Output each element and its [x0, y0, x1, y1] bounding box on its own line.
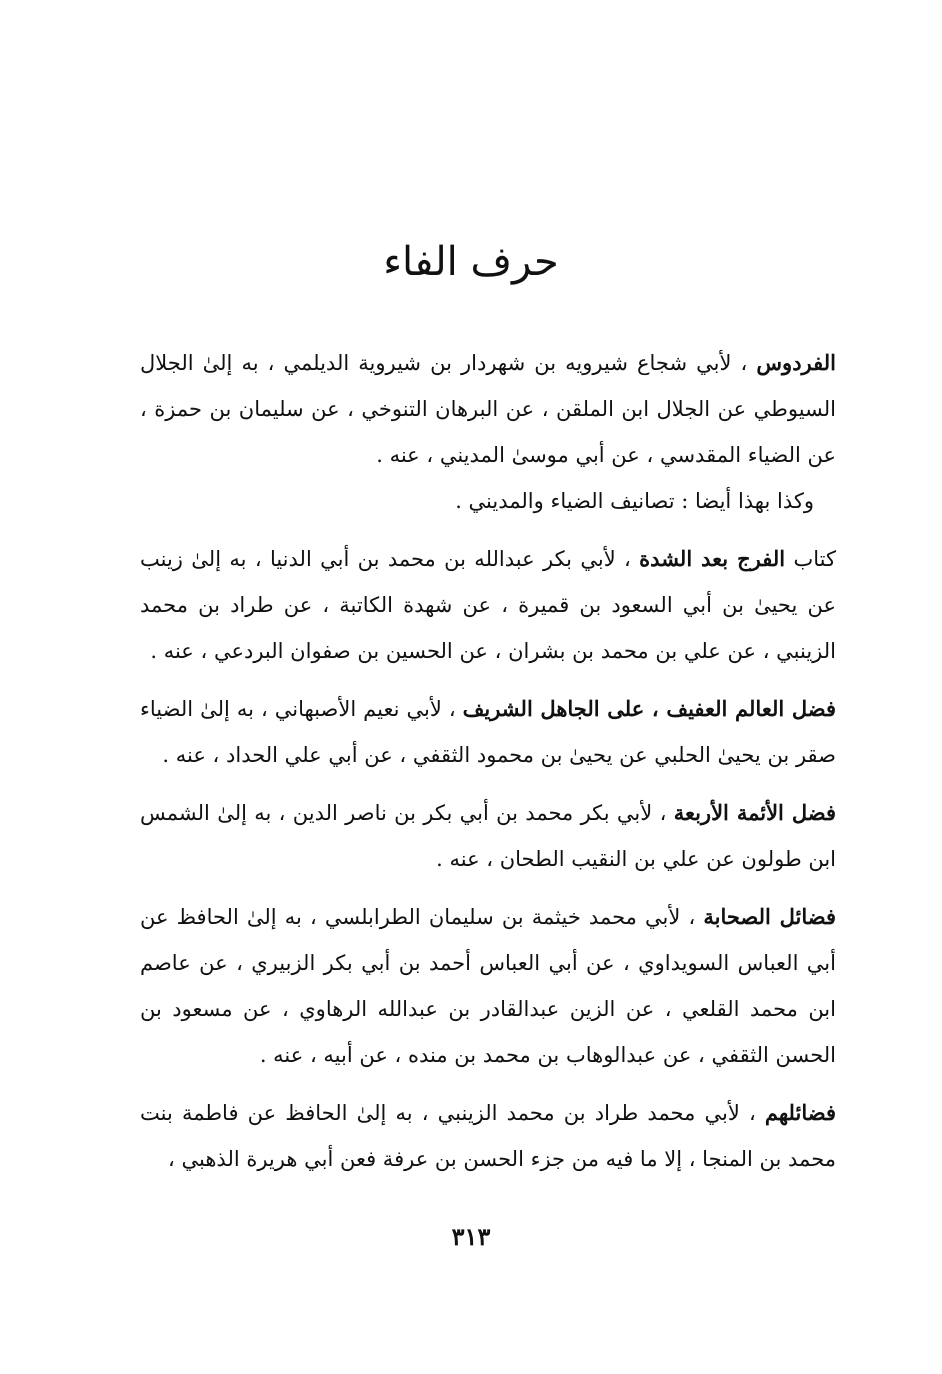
entry-title: الفردوس	[756, 350, 836, 375]
entry-title: فضائل الصحابة	[703, 904, 837, 929]
entry-text: ، لأبي شجاع شيرويه بن شهردار بن شيروية الديلمي ، به إلىٰ الجلال السيوطي عن الجلال ابن الملقن ، عن البرهان التنوخي ، عن سليمان بن حمزة ، عن الضياء المقدسي ، عن أبي موسىٰ المديني ، عنه .	[140, 351, 836, 467]
entry-text: ، لأبي بكر عبدالله بن محمد بن أبي الدنيا ، به إلىٰ زينب عن يحيىٰ بن أبي السعود بن قميرة ، عن شهدة الكاتبة ، عن طراد بن محمد الزينبي ، عن علي بن محمد بن بشران ، عن الحسين بن صفوان البردعي ، عنه .	[140, 547, 836, 663]
entry-title: فضائلهم	[764, 1100, 836, 1125]
entry-note: وكذا بهذا أيضا : تصانيف الضياء والمديني .	[455, 489, 814, 513]
entry-firdaws	[140, 340, 836, 524]
entry-fadl-aimma	[140, 790, 836, 882]
entry-text: ، لأبي نعيم الأصبهاني ، به إلىٰ الضياء صقر بن يحيىٰ الحلبي عن يحيىٰ بن محمود الثقفي ، عن أبي علي الحداد ، عنه .	[140, 697, 836, 767]
entry-text: ، لأبي محمد طراد بن محمد الزينبي ، به إلىٰ الحافظ عن فاطمة بنت محمد بن المنجا ، إلا ما فيه من جزء الحسن بن عرفة فعن أبي هريرة الذهبي ،	[140, 1101, 836, 1171]
entry-text: ، لأبي بكر محمد بن أبي بكر بن ناصر الدين ، به إلىٰ الشمس ابن طولون عن علي بن النقيب الطحان ، عنه .	[140, 801, 836, 871]
entry-title: الفرج بعد الشدة	[639, 546, 786, 571]
entry-title: فضل العالم العفيف ، على الجاهل الشريف	[462, 696, 836, 721]
page-body	[140, 340, 836, 1194]
entry-title: فضل الأئمة الأربعة	[673, 800, 836, 825]
entry-text: ، لأبي محمد خيثمة بن سليمان الطرابلسي ، به إلىٰ الحافظ عن أبي العباس السويداوي ، عن أبي العباس أحمد بن أبي بكر الزبيري ، عن عاصم ابن محمد القلعي ، عن الزين عبدالقادر بن عبدالله الرهاوي ، عن مسعود بن الحسن الثقفي ، عن عبدالوهاب بن محمد بن منده ، عن أبيه ، عنه .	[140, 905, 836, 1067]
entry-faraj	[140, 536, 836, 674]
page-number: ٣١٣	[451, 1222, 491, 1251]
entry-fadail-sahaba	[140, 894, 836, 1078]
entry-fadl-alim	[140, 686, 836, 778]
entry-prefix: كتاب	[793, 547, 836, 571]
section-heading: حرف الفاء	[383, 239, 559, 285]
entry-fadailuhum	[140, 1090, 836, 1182]
